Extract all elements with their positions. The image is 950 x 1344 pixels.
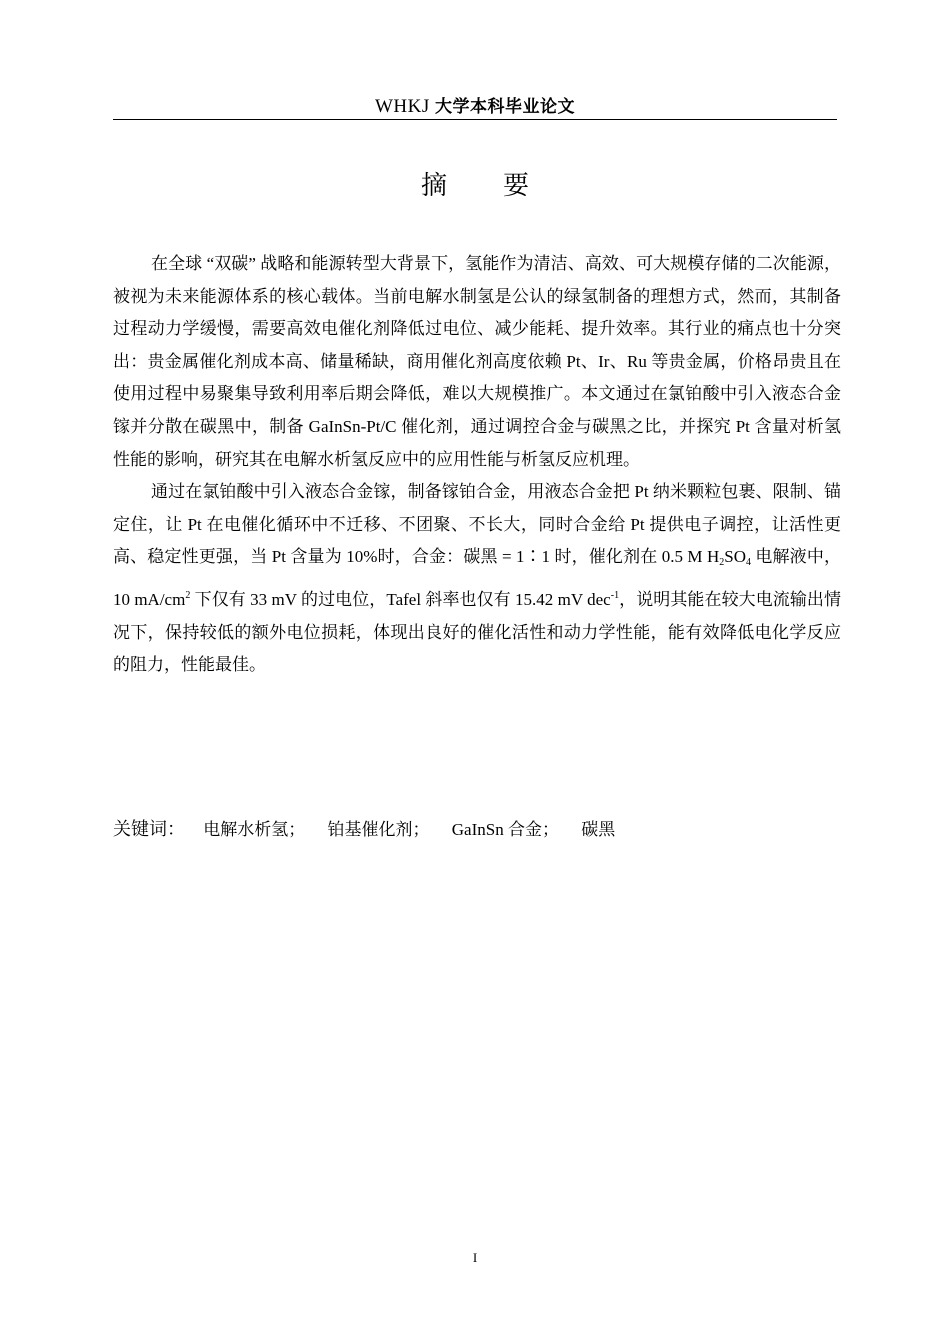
keywords-label: 关键词： [113,819,185,840]
p2-subscript-2: 4 [745,557,751,569]
p2-subscript-1: 2 [719,557,725,569]
p2-text-d: 下仅有 33 mV 的过电位，Tafel 斜率也仅有 15.42 mV dec [190,589,611,609]
p2-superscript-2: -1 [610,589,620,601]
keyword-item: GaInSn 合金； [451,820,559,839]
keyword-item: 碳黑 [581,820,616,839]
abstract-title: 摘要 [420,171,585,201]
p2-text-e: ，说明其能在较大电流输出情况下，保持较低的额外电位损耗，体现出良好的催化活性和动力学性能，能有效降低电化学反应的阻力，性能最佳。 [113,589,842,675]
keyword-item: 电解水析氢； [203,820,306,839]
header-rule [113,119,837,120]
p2-text-a: 通过在氯铂酸中引入液态合金镓，制备镓铂合金，用液态合金把 Pt 纳米颗粒包裹、限制、锚定住，让 Pt 在电催化循环中不迁移、不团聚、不长大，同时合金给 Pt 提供电子调控，让活性更高、稳定性更强，当 Pt 含量为 10%时，合金：碳黑 = 1∶1 时，催化剂在 0.5 M H [113,482,841,567]
keyword-item: 铂基催化剂； [327,820,430,839]
abstract-paragraph-1: 在全球 “双碳” 战略和能源转型大背景下，氢能作为清洁、高效、可大规模存储的二次能源，被视为未来能源体系的核心载体。当前电解水制氢是公认的绿氢制备的理想方式，然而，其制备过程动力学缓慢，需要高效电催化剂降低过电位、减少能耗、提升效率。其行业的痛点也十分突出：贵金属催化剂成本高、储量稀缺，商用催化剂高度依赖 Pt、Ir、Ru 等贵金属，价格昂贵且在使用过程中易聚集导致利用率后期会降低，难以大规模推广。本文通过在氯铂酸中引入液态合金镓并分散在碳黑中，制备 GaInSn-Pt/C 催化剂，通过调控合金与碳黑之比，并探究 Pt 含量对析氢性能的影响，研究其在电解水析氢反应中的应用性能与析氢反应机理。 [113,254,841,469]
header-thesis-type: 大学本科毕业论文 [435,97,576,117]
page-header [113,94,837,120]
header-school: WHKJ [374,96,430,117]
page-number: I [472,1250,478,1265]
p2-superscript-1: 2 [185,589,191,601]
abstract-body [113,248,841,682]
keywords [113,815,837,845]
abstract-paragraph-2 [113,476,841,682]
p2-text-b: SO [724,547,746,567]
p2-text-c: 电解液中，10 mA/cm [113,547,841,609]
